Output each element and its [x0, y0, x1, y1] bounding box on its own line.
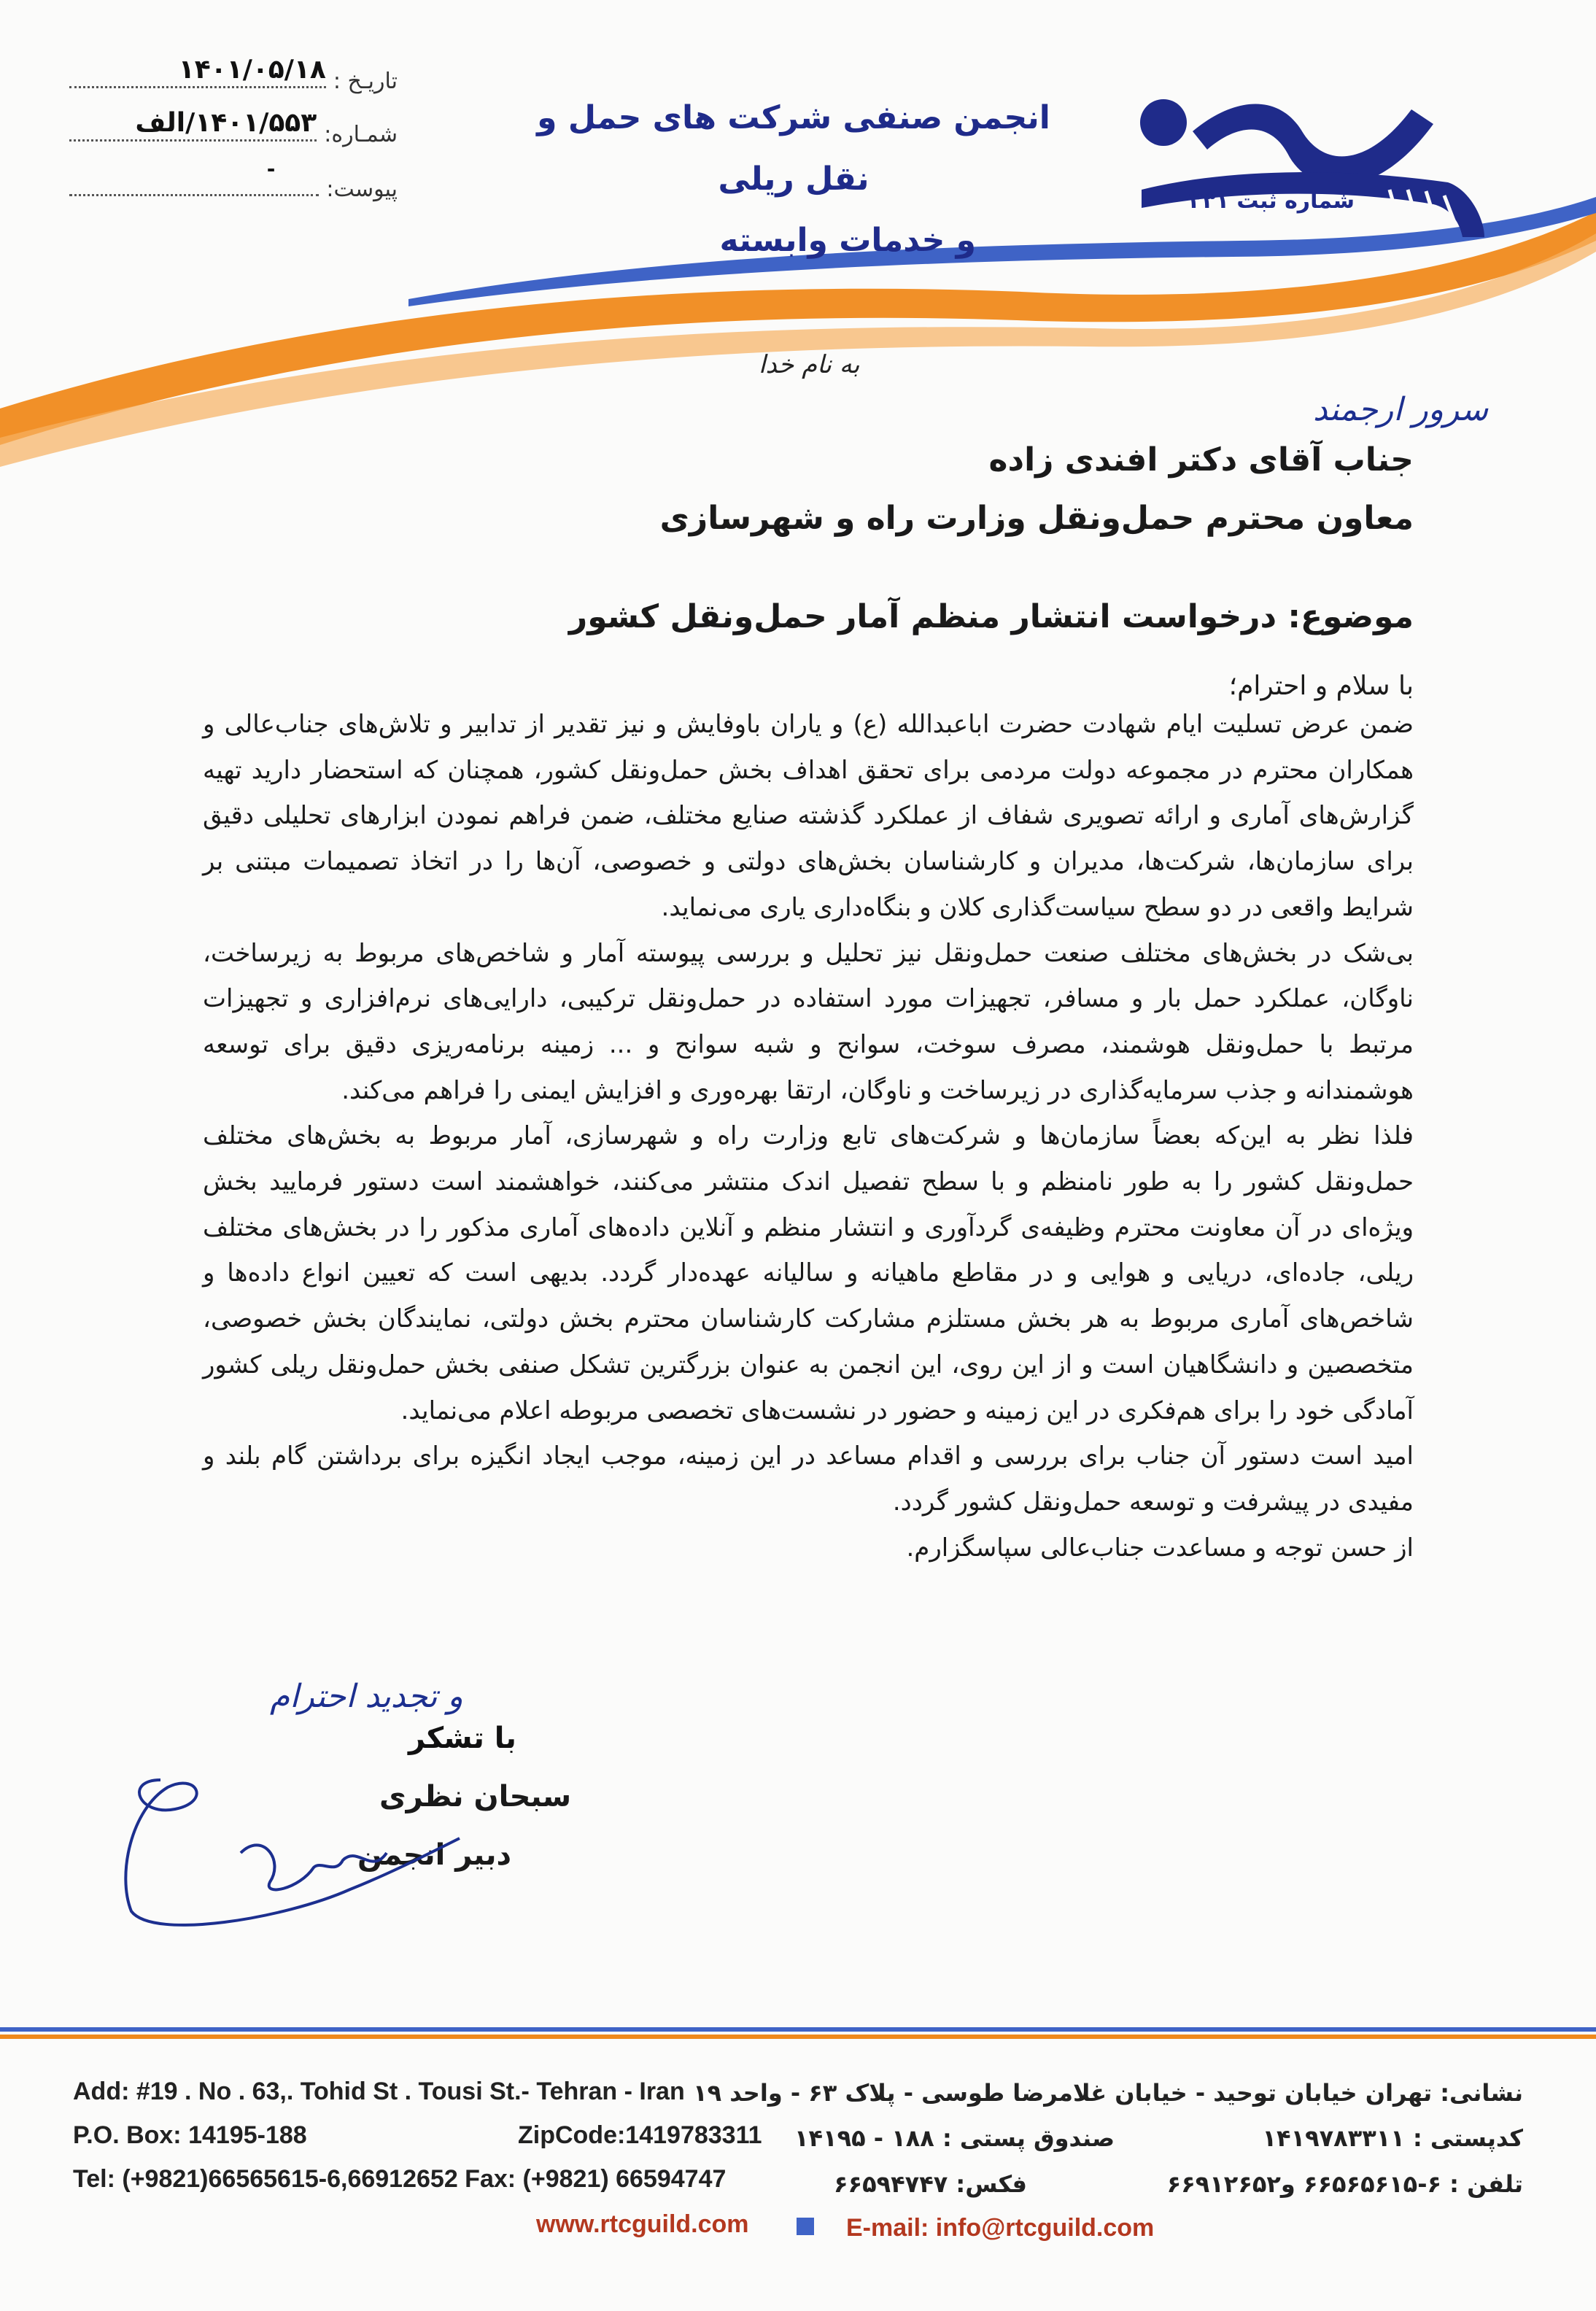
attachment-row [69, 157, 398, 202]
website-link[interactable]: www.rtcguild.com [536, 2210, 749, 2238]
signer-title: دبیر انجمن [357, 1838, 512, 1872]
date-row [69, 55, 398, 94]
org-name-line2: و خدمات وابسته [719, 222, 976, 259]
date-label: تاریـخ : [333, 69, 398, 94]
number-row [69, 108, 398, 147]
paragraph: از حسن توجه و مساعدت جناب‌عالی سپاسگزارم. [906, 1533, 1414, 1563]
footer-divider [0, 2024, 1596, 2046]
signer-name: سبحان نظری [379, 1780, 572, 1813]
paragraph: فلذا نظر به این‌که بعضاً سازمان‌ها و شرکت‌های تابع وزارت راه و شهرسازی، آمار مربوط به بخش‌های مختلف حمل‌ونقل کشور را به طور نامنظم و با سطح تفصیل اندک منتشر می‌کنند، خواهشمند است دستور فرمایید بخش ویژه‌ای در آن معاونت محترم وظیفه‌ی گردآوری و انتشار منظم و آنلاین داده‌های آماری مذکور را در بخش‌های مختلف ریلی، جاده‌ای، دریایی و هوایی و در مقاطع ماهیانه و سالیانه عهده‌دار گردد. بدیهی است که تعیین انواع داده‌ها و شاخص‌های آماری مربوط به هر بخش مستلزم مشارکت کارشناسان محترم بخش دولتی، نمایندگان بخش خصوصی، متخصصین و دانشگاهیان است و از این روی، این انجمن به عنوان بزرگترین تشکل صنفی بخش حمل‌ونقل ریلی کشور آمادگی خود را برای هم‌فکری در این زمینه و حضور در نشست‌های تخصصی مربوطه اعلام می‌نماید. [203, 1121, 1414, 1425]
guild-logo [1127, 80, 1492, 241]
number-value: ۱۴۰۱/۵۵۳/الف [135, 108, 317, 138]
organization-name [531, 88, 1056, 271]
attachment-value: - [266, 157, 276, 181]
tel-fax-english: Tel: (+9821)66565615-6,66912652 Fax: (+9821) 66594747 [73, 2165, 727, 2193]
handwritten-salutation: سرور ارجمند [1313, 391, 1489, 428]
handwritten-signature [109, 1765, 518, 1933]
number-label: شمـاره: [324, 122, 398, 147]
paragraph: ضمن عرض تسلیت ایام شهادت حضرت اباعبدالله (ع) و یاران باوفایش و نیز تقدیر از تدابیر و تلاش‌های جناب‌عالی و همکاران محترم در مجموعه دولت مردمی برای تحقق اهداف بخش حمل‌ونقل کشور، همچنان که استحضار دارید تهیه گزارش‌های آماری و ارائه تصویری شفاف از عملکرد گذشته صنایع مختلف، ضمن فراهم نمودن ابزارهای تحلیلی دقیق برای سازمان‌ها، شرکت‌ها، مدیران و کارشناسان بخش‌های دولتی و خصوصی، آن‌ها را در اتخاذ تصمیمات مبتنی بر شرایط واقعی در دو سطح سیاست‌گذاری کلان و بنگاه‌داری یاری می‌نماید. [203, 710, 1414, 922]
pobox-persian: صندوق پستی : ۱۸۸ - ۱۴۱۹۵ [794, 2124, 1115, 2152]
addressee-name: جناب آقای دکتر افندی زاده [988, 441, 1414, 479]
zipcode-persian: کدپستی : ۱۴۱۹۷۸۳۳۱۱ [1262, 2124, 1523, 2152]
zipcode-english: ZipCode:1419783311 [518, 2121, 762, 2149]
fax-persian: فکس: ۶۶۵۹۴۷۴۷ [834, 2170, 1027, 2198]
address-english: Add: #19 . No . 63,. Tohid St . Tousi St.- Tehran - Iran [73, 2078, 685, 2105]
bismillah: به نام خدا [759, 350, 860, 379]
date-value: ۱۴۰۱/۰۵/۱۸ [178, 55, 326, 85]
square-bullet-icon [797, 2218, 814, 2235]
addressee-title: معاون محترم حمل‌ونقل وزارت راه و شهرسازی [659, 500, 1414, 537]
attachment-label: پیوست: [326, 177, 398, 202]
email-link[interactable]: E-mail: info@rtcguild.com [846, 2214, 1155, 2242]
org-name-line1: انجمن صنفی شرکت های حمل و نقل ریلی [537, 99, 1050, 198]
closing: با تشکر [408, 1722, 516, 1755]
pobox-english: P.O. Box: 14195-188 [73, 2121, 307, 2149]
registration-number: شماره ثبت ۲۳۱ [1189, 188, 1355, 214]
greeting: با سلام و احترام؛ [1228, 671, 1414, 701]
address-persian: نشانی: تهران خیابان توحید - خیابان غلامرضا طوسی - پلاک ۶۳ - واحد ۱۹ [693, 2079, 1523, 2107]
handwritten-note: و تجدید احترام [270, 1678, 463, 1715]
letter-subject: موضوع: درخواست انتشار منظم آمار حمل‌ونقل کشور [568, 598, 1414, 635]
letter-body [203, 702, 1414, 1571]
tel-persian: تلفن : ۶-۶۶۵۶۵۶۱۵ و۶۶۹۱۲۶۵۲ [1166, 2170, 1523, 2198]
paragraph: امید است دستور آن جناب برای بررسی و اقدام مساعد در این زمینه، موجب ایجاد انگیزه برای برداشتن گام بلند و مفیدی در پیشرفت و توسعه حمل‌ونقل کشور گردد. [203, 1441, 1414, 1517]
paragraph: بی‌شک در بخش‌های مختلف صنعت حمل‌ونقل نیز تحلیل و بررسی پیوسته آمار و شاخص‌های مربوط به زیرساخت، ناوگان، عملکرد حمل بار و مسافر، تجهیزات مورد استفاده در حمل‌ونقل ترکیبی، دارایی‌های نرم‌افزاری و تجهیزات مرتبط با حمل‌ونقل هوشمند، مصرف سوخت، سوانح و شبه سوانح و ... زمینه برنامه‌ریزی دقیق برای توسعه هوشمندانه و جذب سرمایه‌گذاری در زیرساخت و ناوگان، ارتقا بهره‌وری و افزایش ایمنی را فراهم می‌کند. [203, 938, 1414, 1105]
